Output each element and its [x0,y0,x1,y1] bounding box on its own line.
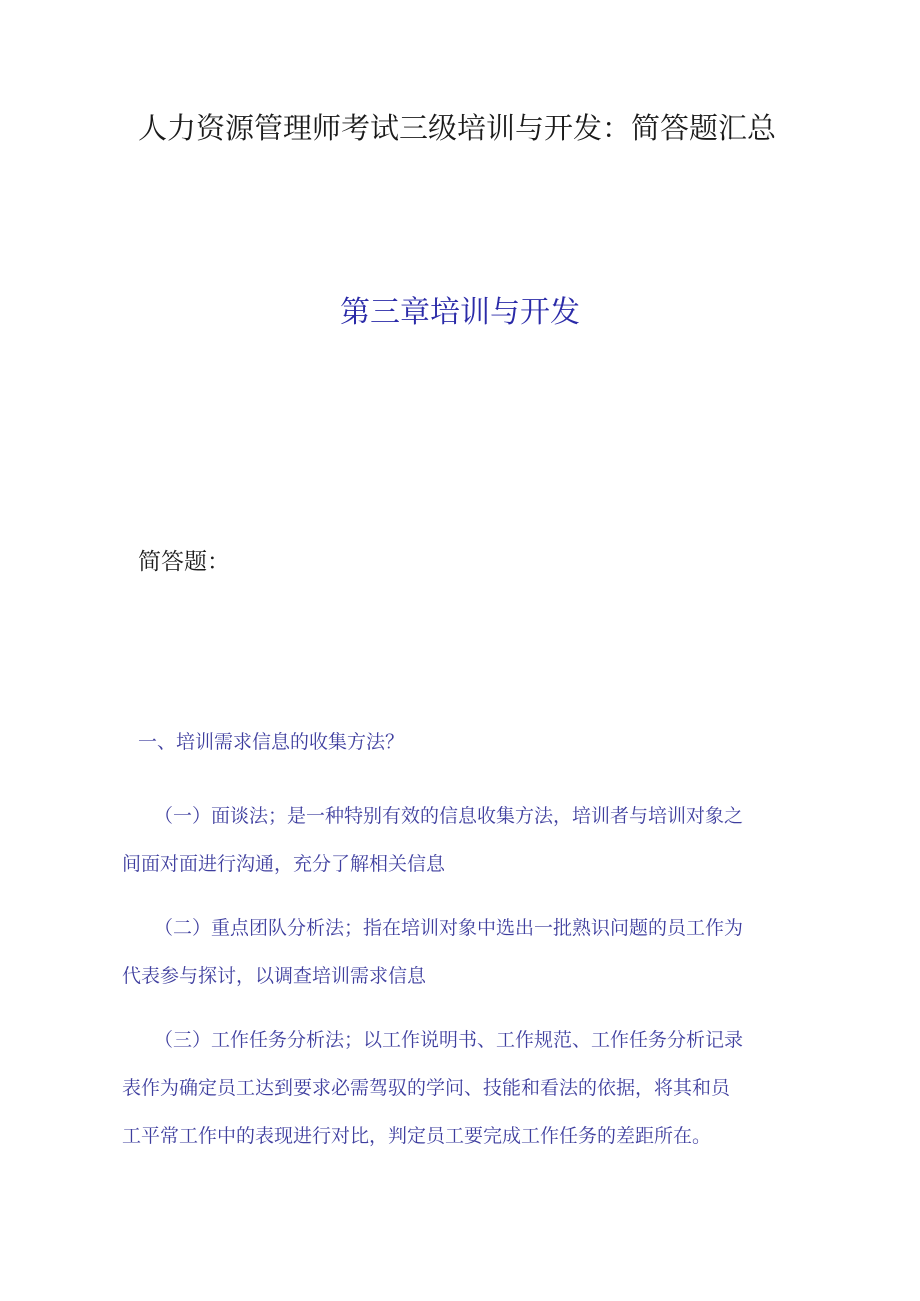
answer-item-2 [122,904,788,1000]
answer-item-3-line-2: 表作为确定员工达到要求必需驾驭的学问、技能和看法的依据，将其和员 [122,1077,731,1099]
chapter-title: 第三章培训与开发 [340,295,580,330]
answer-item-3-line-1: （三）工作任务分析法；以工作说明书、工作规范、工作任务分析记录 [154,1029,744,1051]
answer-item-3 [122,1016,788,1160]
answer-item-2-line-2: 代表参与探讨，以调查培训需求信息 [122,965,427,987]
section-label: 简答题： [138,549,230,575]
answer-item-1-line-1: （一）面谈法；是一种特别有效的信息收集方法，培训者与培训对象之 [154,805,744,827]
answer-item-3-line-3: 工平常工作中的表现进行对比，判定员工要完成工作任务的差距所在。 [122,1125,712,1147]
document-title: 人力资源管理师考试三级培训与开发：简答题汇总 [138,111,777,145]
question-heading: 一、培训需求信息的收集方法？ [138,731,405,753]
answer-item-1-line-2: 间面对面进行沟通，充分了解相关信息 [122,853,446,875]
answer-item-2-line-1: （二）重点团队分析法；指在培训对象中选出一批熟识问题的员工作为 [154,917,744,939]
answer-item-1 [122,792,788,888]
